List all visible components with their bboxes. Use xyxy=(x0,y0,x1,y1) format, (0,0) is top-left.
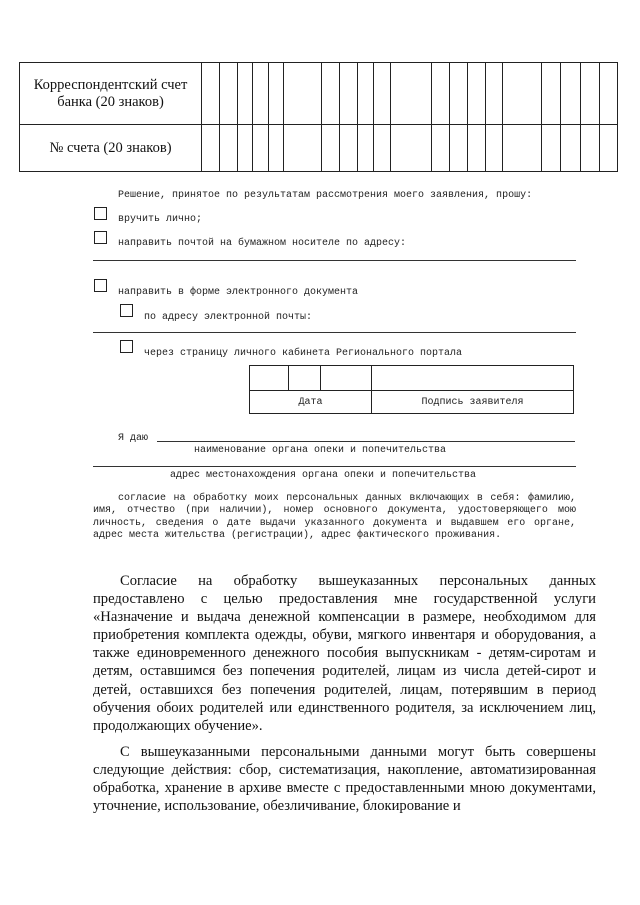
date-month-cell[interactable] xyxy=(289,366,321,391)
date-day-cell[interactable] xyxy=(250,366,289,391)
digit-cell[interactable] xyxy=(599,63,617,125)
digit-cell[interactable] xyxy=(339,125,357,172)
digit-cell[interactable] xyxy=(339,63,357,125)
digit-cell[interactable] xyxy=(431,63,449,125)
checkbox-mail[interactable] xyxy=(94,231,107,244)
option-mail: направить почтой на бумажном носителе по адресу: xyxy=(118,238,407,249)
corr-account-label: Корреспондентский счет банка (20 знаков) xyxy=(20,63,202,125)
bank-details-table xyxy=(19,62,618,172)
digit-cell[interactable] xyxy=(283,63,321,125)
option-electronic: направить в форме электронного документа xyxy=(118,287,359,298)
email-address-line[interactable] xyxy=(93,332,576,333)
signature-table xyxy=(249,365,574,414)
digit-cell[interactable] xyxy=(357,63,374,125)
digit-cell[interactable] xyxy=(560,63,580,125)
digit-cell[interactable] xyxy=(449,63,467,125)
digit-cell[interactable] xyxy=(485,63,502,125)
signature-label: Подпись заявителя xyxy=(372,391,574,414)
digit-cell[interactable] xyxy=(431,125,449,172)
digit-cell[interactable] xyxy=(541,125,560,172)
option-cabinet: через страницу личного кабинета Регионального портала xyxy=(144,348,463,359)
digit-cell[interactable] xyxy=(580,125,599,172)
digit-cell[interactable] xyxy=(560,125,580,172)
digit-cell[interactable] xyxy=(541,63,560,125)
date-year-cell[interactable] xyxy=(321,366,372,391)
digit-cell[interactable] xyxy=(502,63,541,125)
i-give-label: Я даю xyxy=(118,433,149,444)
digit-cell[interactable] xyxy=(374,63,391,125)
actions-paragraph: С вышеуказанными персональными данными могут быть совершены следующие действия: сбор, систематизация, накопление, автоматизированная обработка, хранение в архиве вместе с предоставленными мною документами, уточнение, использование, обезличивание, блокирование и xyxy=(93,744,596,815)
digit-cell[interactable] xyxy=(268,63,283,125)
option-personal: вручить лично; xyxy=(118,214,203,225)
digit-cell[interactable] xyxy=(502,125,541,172)
digit-cell[interactable] xyxy=(252,63,268,125)
digit-cell[interactable] xyxy=(467,63,485,125)
digit-cell[interactable] xyxy=(449,125,467,172)
date-label: Дата xyxy=(250,391,372,414)
purpose-paragraph: Согласие на обработку вышеуказанных персональных данных предоставлено с целью предоставления мне государственной услуги «Назначение и выдача денежной компенсации в размере, необходимом для приобретения комплекта одежды, обуви, мягкого инвентаря и оборудования, а также единовременного денежного пособия выпускникам - детям-сиротам и детям, оставшимся без попечения родителей, лицам из числа детей-сирот и детей, оставшихся без попечения родителей, лицам, потерявшим в период обучения обоих родителей или единственного родителя, за исключением лиц, продолжающих обучение». xyxy=(93,573,596,734)
digit-cell[interactable] xyxy=(391,125,431,172)
checkbox-cabinet[interactable] xyxy=(120,340,133,353)
authority-caption: наименование органа опеки и попечительства xyxy=(194,445,447,456)
digit-cell[interactable] xyxy=(220,63,238,125)
authority-name-line[interactable] xyxy=(157,441,575,442)
account-label: № счета (20 знаков) xyxy=(20,125,202,172)
authority-address-line[interactable] xyxy=(93,466,576,467)
digit-cell[interactable] xyxy=(391,63,431,125)
digit-cell[interactable] xyxy=(374,125,391,172)
checkbox-email[interactable] xyxy=(120,304,133,317)
decision-intro: Решение, принятое по результатам рассмотрения моего заявления, прошу: xyxy=(118,190,533,201)
digit-cell[interactable] xyxy=(202,63,220,125)
digit-cell[interactable] xyxy=(599,125,617,172)
checkbox-personal[interactable] xyxy=(94,207,107,220)
option-email: по адресу электронной почты: xyxy=(144,312,313,323)
digit-cell[interactable] xyxy=(252,125,268,172)
digit-cell[interactable] xyxy=(220,125,238,172)
digit-cell[interactable] xyxy=(321,63,339,125)
digit-cell[interactable] xyxy=(283,125,321,172)
digit-cell[interactable] xyxy=(357,125,374,172)
digit-cell[interactable] xyxy=(580,63,599,125)
digit-cell[interactable] xyxy=(321,125,339,172)
signature-cell[interactable] xyxy=(372,366,574,391)
address-caption: адрес местонахождения органа опеки и попечительства xyxy=(170,470,477,481)
digit-cell[interactable] xyxy=(268,125,283,172)
digit-cell[interactable] xyxy=(238,63,253,125)
digit-cell[interactable] xyxy=(485,125,502,172)
digit-cell[interactable] xyxy=(202,125,220,172)
digit-cell[interactable] xyxy=(467,125,485,172)
mail-address-line[interactable] xyxy=(93,260,576,261)
checkbox-electronic[interactable] xyxy=(94,279,107,292)
consent-text: согласие на обработку моих персональных данных включающих в себя: фамилию, имя, отчество (при наличии), номер основного документа, удостоверяющего мою личность, сведения о дате выдачи указанного документа и выдавшем его органе, адрес места жительства (регистрации), адрес фактического проживания. xyxy=(93,493,576,541)
digit-cell[interactable] xyxy=(238,125,253,172)
